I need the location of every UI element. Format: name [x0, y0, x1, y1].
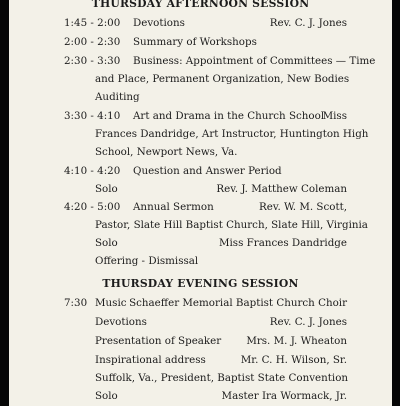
schedule-row-evening-solo: [9, 388, 392, 405]
schedule-row-art-cont: [9, 126, 392, 143]
item-title: Art and Drama in the Church School: [133, 110, 325, 122]
item-title: Devotions: [133, 17, 185, 29]
time-label: 7:30: [64, 297, 88, 309]
item-title: Music: [95, 297, 127, 309]
schedule-row-music: [9, 295, 392, 312]
time-label: 1:45 - 2:00: [64, 17, 121, 29]
item-leader: Mrs. M. J. Wheaton: [246, 335, 347, 347]
schedule-row-sermon-cont: [9, 217, 392, 234]
item-title: Business: Appointment of Committees — Time: [133, 55, 376, 67]
schedule-row-question: [9, 163, 392, 180]
program-page: [9, 0, 392, 406]
item-title: Annual Sermon: [133, 201, 214, 213]
item-title: Presentation of Speaker: [95, 335, 222, 347]
item-title: Question and Answer Period: [133, 165, 282, 177]
schedule-row-devotions: [9, 15, 392, 32]
item-leader: Master Ira Wormack, Jr.: [221, 390, 347, 402]
schedule-row-sermon: [9, 199, 392, 216]
item-continuation: Suffolk, Va., President, Baptist State Convention: [95, 372, 349, 384]
item-continuation: Frances Dandridge, Art Instructor, Huntington High: [95, 128, 369, 140]
item-title: Solo: [95, 183, 118, 195]
item-title: Inspirational address: [95, 354, 206, 366]
item-leader: Miss: [322, 110, 347, 122]
item-leader: Rev. J. Matthew Coleman: [216, 183, 347, 195]
item-continuation: Auditing: [95, 91, 140, 103]
time-label: 3:30 - 4:10: [64, 110, 121, 122]
item-continuation: School, Newport News, Va.: [95, 146, 238, 158]
schedule-row-speaker: [9, 333, 392, 350]
schedule-row-address: [9, 352, 392, 369]
schedule-row-art: [9, 108, 392, 125]
schedule-row-offering: [9, 253, 392, 270]
schedule-row-art-cont2: [9, 144, 392, 161]
item-leader: Rev. C. J. Jones: [269, 17, 347, 29]
schedule-row-address-cont: [9, 370, 392, 387]
time-label: 4:20 - 5:00: [64, 201, 121, 213]
item-leader: Miss Frances Dandridge: [218, 237, 347, 249]
item-title: Solo: [95, 237, 118, 249]
schedule-row-business-cont: [9, 71, 392, 88]
item-leader: Mr. C. H. Wilson, Sr.: [240, 354, 347, 366]
item-title: Solo: [95, 390, 118, 402]
schedule-row-evening-devotions: [9, 314, 392, 331]
item-leader: Schaeffer Memorial Baptist Church Choir: [129, 297, 347, 309]
item-leader: Rev. C. J. Jones: [269, 316, 347, 328]
time-label: 2:00 - 2:30: [64, 36, 121, 48]
afternoon-session-heading: THURSDAY AFTERNOON SESSION: [91, 0, 310, 10]
evening-session-heading: THURSDAY EVENING SESSION: [102, 277, 299, 290]
schedule-row-business: [9, 53, 392, 70]
item-continuation: and Place, Permanent Organization, New Bodies: [95, 73, 350, 85]
item-leader: Rev. W. M. Scott,: [259, 201, 347, 213]
item-title: Summary of Workshops: [133, 36, 257, 48]
item-continuation: Pastor, Slate Hill Baptist Church, Slate Hill, Virginia: [95, 219, 368, 231]
schedule-row-solo1: [9, 181, 392, 198]
schedule-row-workshops: [9, 34, 392, 51]
time-label: 2:30 - 3:30: [64, 55, 121, 67]
item-title: Devotions: [95, 316, 147, 328]
time-label: 4:10 - 4:20: [64, 165, 121, 177]
schedule-row-business-cont2: [9, 89, 392, 106]
schedule-row-solo2: [9, 235, 392, 252]
item-title: Offering - Dismissal: [95, 255, 199, 267]
